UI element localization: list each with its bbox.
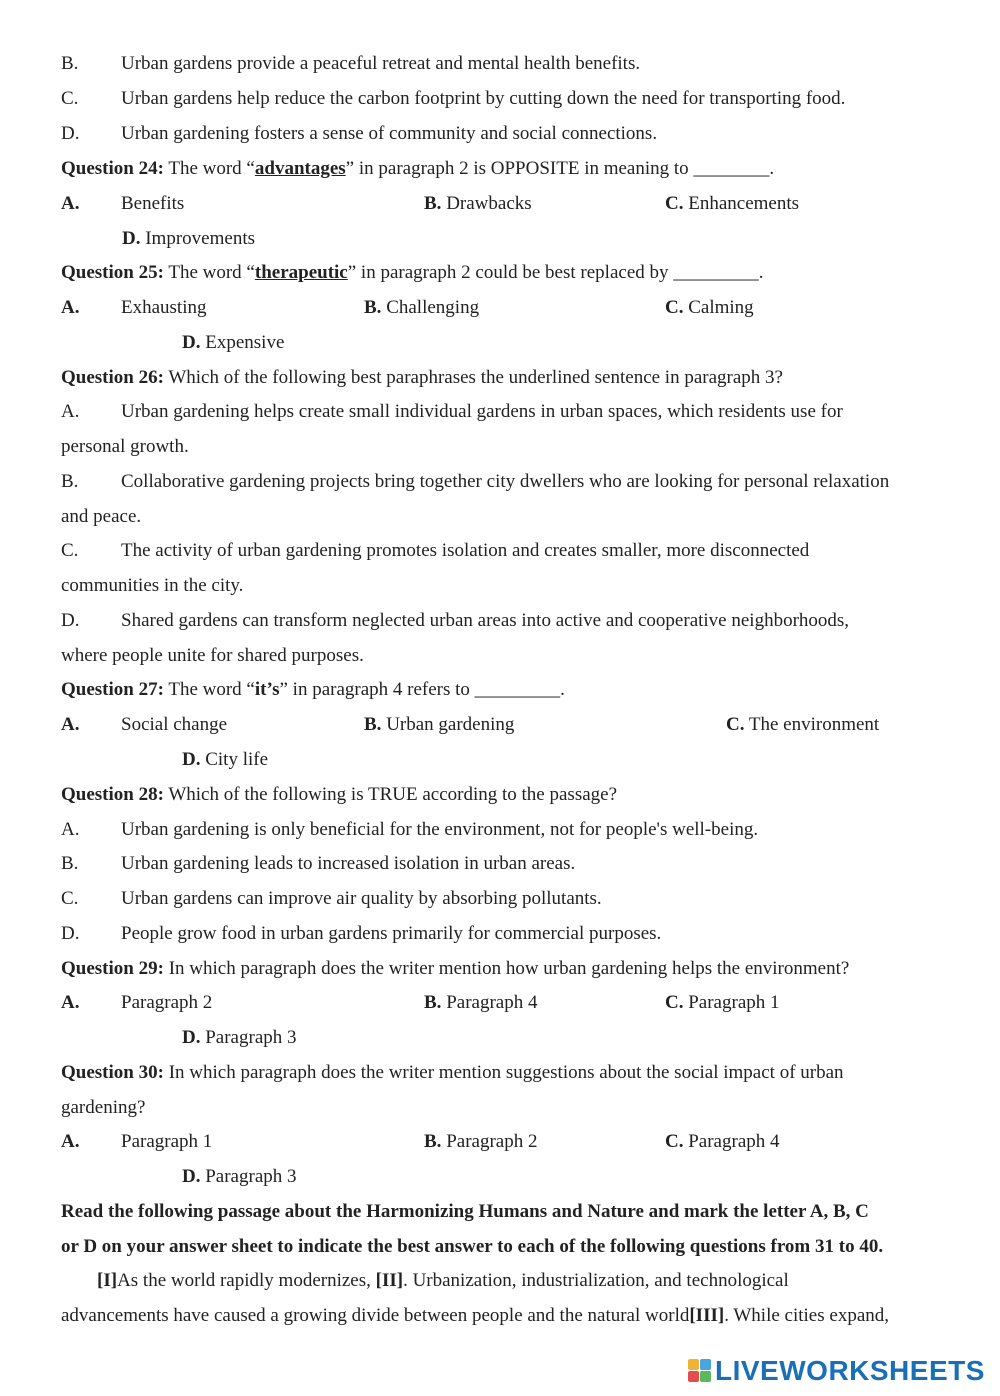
q26-option-b[interactable]: B. Collaborative gardening projects bring together city dwellers who are looking for personal relaxation (61, 471, 890, 492)
q23-option-d[interactable]: D. Urban gardening fosters a sense of community and social connections. (61, 123, 658, 144)
question-29: Question 29: In which paragraph does the writer mention how urban gardening helps the environment? (61, 958, 850, 979)
q26-option-c[interactable]: C. The activity of urban gardening promotes isolation and creates smaller, more disconnected (61, 540, 810, 561)
question-27: Question 27: The word “it’s” in paragraph 4 refers to _________. (61, 679, 565, 700)
question-30-cont: gardening? (61, 1097, 146, 1118)
q27-option-a[interactable]: A. Social change (61, 714, 228, 735)
question-25: Question 25: The word “therapeutic” in paragraph 2 could be best replaced by _________. (61, 262, 764, 283)
q26-option-d-cont: where people unite for shared purposes. (61, 645, 364, 666)
question-28: Question 28: Which of the following is TRUE according to the passage? (61, 784, 618, 805)
passage-paragraph: [I]As the world rapidly modernizes, [II]. Urbanization, industrialization, and technological (97, 1270, 789, 1291)
q27-option-b[interactable]: B. Urban gardening (364, 714, 515, 735)
question-26: Question 26: Which of the following best paraphrases the underlined sentence in paragraph 3? (61, 367, 783, 388)
q28-option-a[interactable]: A. Urban gardening is only beneficial for the environment, not for people's well-being. (61, 819, 759, 840)
q26-option-d[interactable]: D. Shared gardens can transform neglected urban areas into active and cooperative neighborhoods, (61, 610, 850, 631)
blank-marker-2: [II] (375, 1270, 404, 1291)
section-instructions-cont: or D on your answer sheet to indicate the best answer to each of the following questions from 31 to 40. (61, 1236, 884, 1257)
q30-option-c[interactable]: C. Paragraph 4 (665, 1131, 780, 1152)
q24-option-a[interactable]: A. Benefits (61, 193, 185, 214)
q26-option-a-cont: personal growth. (61, 436, 189, 457)
q25-option-a[interactable]: A. Exhausting (61, 297, 207, 318)
q24-option-b[interactable]: B. Drawbacks (424, 193, 532, 214)
question-30: Question 30: In which paragraph does the writer mention suggestions about the social impact of urban (61, 1062, 844, 1083)
q29-option-c[interactable]: C. Paragraph 1 (665, 992, 780, 1013)
q28-option-b[interactable]: B. Urban gardening leads to increased isolation in urban areas. (61, 853, 576, 874)
q24-option-d[interactable]: D. Improvements (122, 228, 255, 249)
blank-marker-1: [I] (97, 1270, 118, 1291)
q29-option-b[interactable]: B. Paragraph 4 (424, 992, 538, 1013)
q23-option-c[interactable]: C. Urban gardens help reduce the carbon footprint by cutting down the need for transporting food. (61, 88, 846, 109)
section-instructions: Read the following passage about the Harmonizing Humans and Nature and mark the letter A, B, C (61, 1201, 869, 1222)
q25-option-c[interactable]: C. Calming (665, 297, 754, 318)
blank-marker-3: [III] (689, 1305, 725, 1326)
q29-option-a[interactable]: A. Paragraph 2 (61, 992, 213, 1013)
passage-paragraph-cont: advancements have caused a growing divide between people and the natural world[III]. While cities expand, (61, 1305, 889, 1326)
q30-option-d[interactable]: D. Paragraph 3 (182, 1166, 297, 1187)
q26-option-c-cont: communities in the city. (61, 575, 244, 596)
q24-option-c[interactable]: C. Enhancements (665, 193, 800, 214)
q25-option-d[interactable]: D. Expensive (182, 332, 285, 353)
question-24: Question 24: The word “advantages” in paragraph 2 is OPPOSITE in meaning to ________. (61, 158, 775, 179)
q26-option-a[interactable]: A. Urban gardening helps create small individual gardens in urban spaces, which residents use for (61, 401, 843, 422)
liveworksheets-logo-icon (688, 1359, 712, 1383)
logo-text: LIVEWORKSHEETS (715, 1355, 985, 1386)
q27-option-d[interactable]: D. City life (182, 749, 269, 770)
q25-option-b[interactable]: B. Challenging (364, 297, 480, 318)
liveworksheets-logo (688, 1356, 985, 1386)
q29-option-d[interactable]: D. Paragraph 3 (182, 1027, 297, 1048)
q27-option-c[interactable]: C. The environment (726, 714, 880, 735)
q30-option-b[interactable]: B. Paragraph 2 (424, 1131, 538, 1152)
q23-option-b[interactable]: B. Urban gardens provide a peaceful retreat and mental health benefits. (61, 53, 641, 74)
q28-option-d[interactable]: D. People grow food in urban gardens primarily for commercial purposes. (61, 923, 662, 944)
q30-option-a[interactable]: A. Paragraph 1 (61, 1131, 213, 1152)
q28-option-c[interactable]: C. Urban gardens can improve air quality by absorbing pollutants. (61, 888, 602, 909)
q26-option-b-cont: and peace. (61, 506, 142, 527)
